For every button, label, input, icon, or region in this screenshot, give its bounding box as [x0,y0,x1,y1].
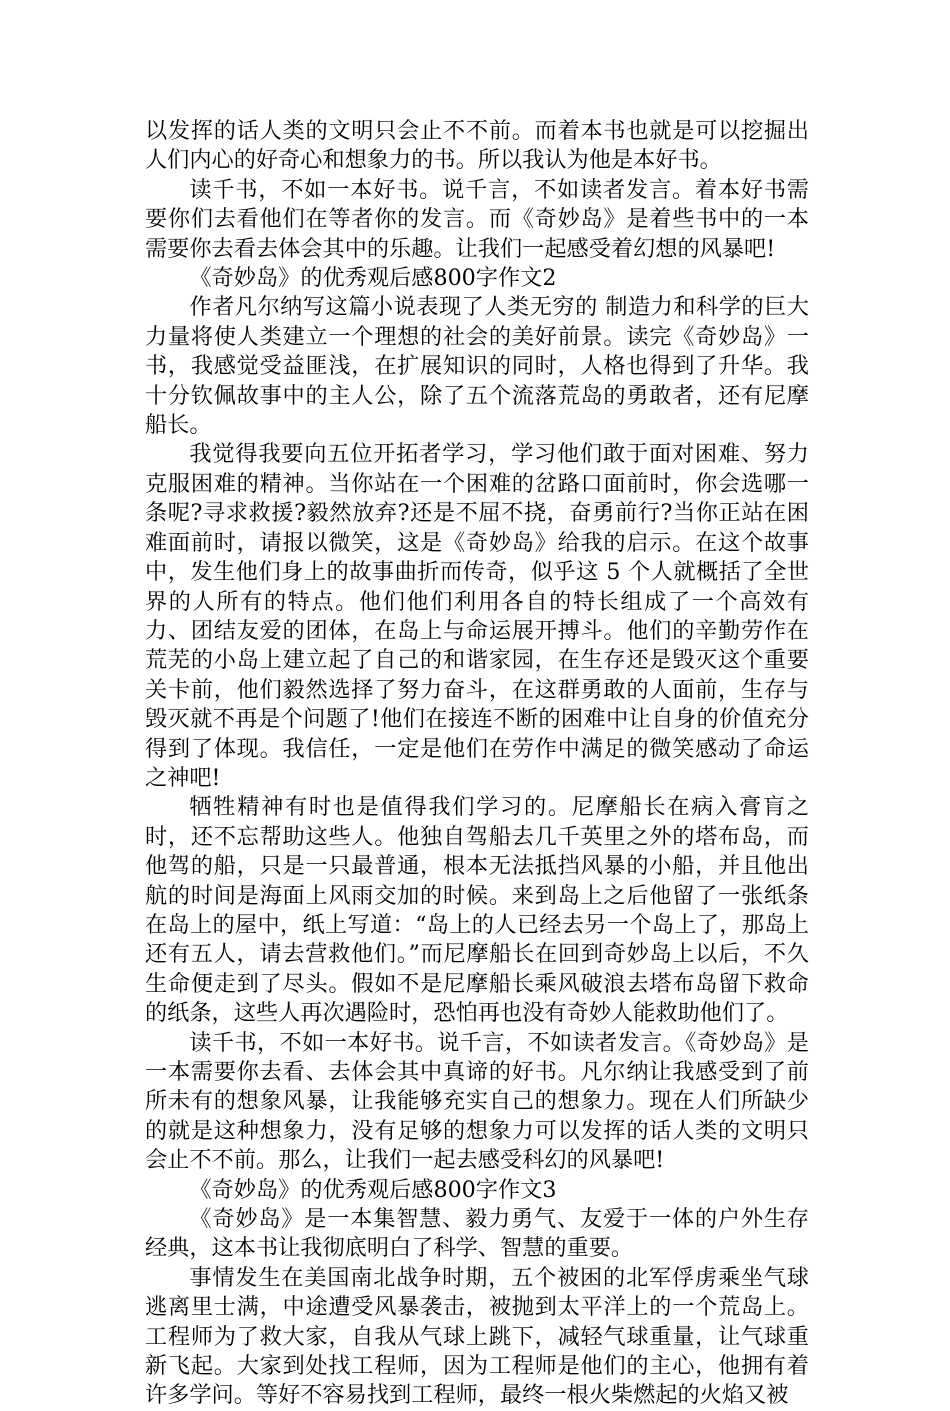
paragraph: 作者凡尔纳写这篇小说表现了人类无穷的 制造力和科学的巨大力量将使人类建立一个理想的社会的美好前景。读完《奇妙岛》一书，我感觉受益匪浅，在扩展知识的同时，人格也得到了升华。我十分钦佩故事中的主人公，除了五个流落荒岛的勇敢者，还有尼摩船长。 [145,294,809,439]
section-heading: 《奇妙岛》的优秀观后感800字作文2 [189,265,557,292]
paragraph: 读千书，不如一本好书。说千言，不如读者发言。《奇妙岛》是一本需要你去看、去体会其中真谛的好书。凡尔纳让我感受到了前所未有的想象风暴，让我能够充实自己的想象力。现在人们所缺少的就是这种想象力，没有足够的想象力可以发挥的话人类的文明只会止不不前。那么，让我们一起去感受科幻的风暴吧! [145,1029,809,1174]
paragraph: 读千书，不如一本好书。说千言，不如读者发言。着本好书需要你们去看他们在等者你的发言。而《奇妙岛》是着些书中的一本需要你去看去体会其中的乐趣。让我们一起感受着幻想的风暴吧! [145,176,809,262]
paragraph: 我觉得我要向五位开拓者学习，学习他们敢于面对困难、努力克服困难的精神。当你站在一个困难的岔路口面前时，你会选哪一条呢?寻求救援?毅然放弃?还是不屈不挠，奋勇前行?当你正站在困难面前时，请报以微笑，这是《奇妙岛》给我的启示。在这个故事中，发生他们身上的故事曲折而传奇，似乎这 5 个人就概括了全世界的人所有的特点。他们他们利用各自的特长组成了一个高效有力、团结友爱的团体，在岛上与命运展开搏斗。他们的辛勤劳作在荒芜的小岛上建立起了自己的和谐家园，在生存还是毁灭这个重要关卡前，他们毅然选择了努力奋斗，在这群勇敢的人面前，生存与毁灭就不再是个问题了!他们在接连不断的困难中让自身的价值充分得到了体现。我信任，一定是他们在劳作中满足的微笑感动了命运之神吧! [145,441,809,791]
section-heading: 《奇妙岛》的优秀观后感800字作文3 [189,1176,557,1203]
paragraph-continuation: 以发挥的话人类的文明只会止不不前。而着本书也就是可以挖掘出人们内心的好奇心和想象力的书。所以我认为他是本好书。 [145,118,809,174]
document-page [145,117,809,1411]
paragraph: 事情发生在美国南北战争时期，五个被困的北军俘虏乘坐气球逃离里士满，中途遭受风暴袭击，被抛到太平洋上的一个荒岛上。工程师为了救大家，自我从气球上跳下，减轻气球重量，让气球重新飞起。大家到处找工程师，因为工程师是他们的主心，他拥有着许多学问。等好不容易找到工程师，最终一根火柴燃起的火焰又被 [145,1264,809,1409]
paragraph: 《奇妙岛》是一本集智慧、毅力勇气、友爱于一体的户外生存经典，这本书让我彻底明白了科学、智慧的重要。 [145,1206,809,1262]
paragraph: 牺牲精神有时也是值得我们学习的。尼摩船长在病入膏肓之时，还不忘帮助这些人。他独自驾船去几千英里之外的塔布岛，而他驾的船，只是一只最普通，根本无法抵挡风暴的小船，并且他出航的时间是海面上风雨交加的时候。来到岛上之后他留了一张纸条在岛上的屋中，纸上写道：“岛上的人已经去另一个岛上了，那岛上还有五人，请去营救他们。”而尼摩船长在回到奇妙岛上以后，不久生命便走到了尽头。假如不是尼摩船长乘风破浪去塔布岛留下救命的纸条，这些人再次遇险时，恐怕再也没有奇妙人能救助他们了。 [145,794,809,1027]
